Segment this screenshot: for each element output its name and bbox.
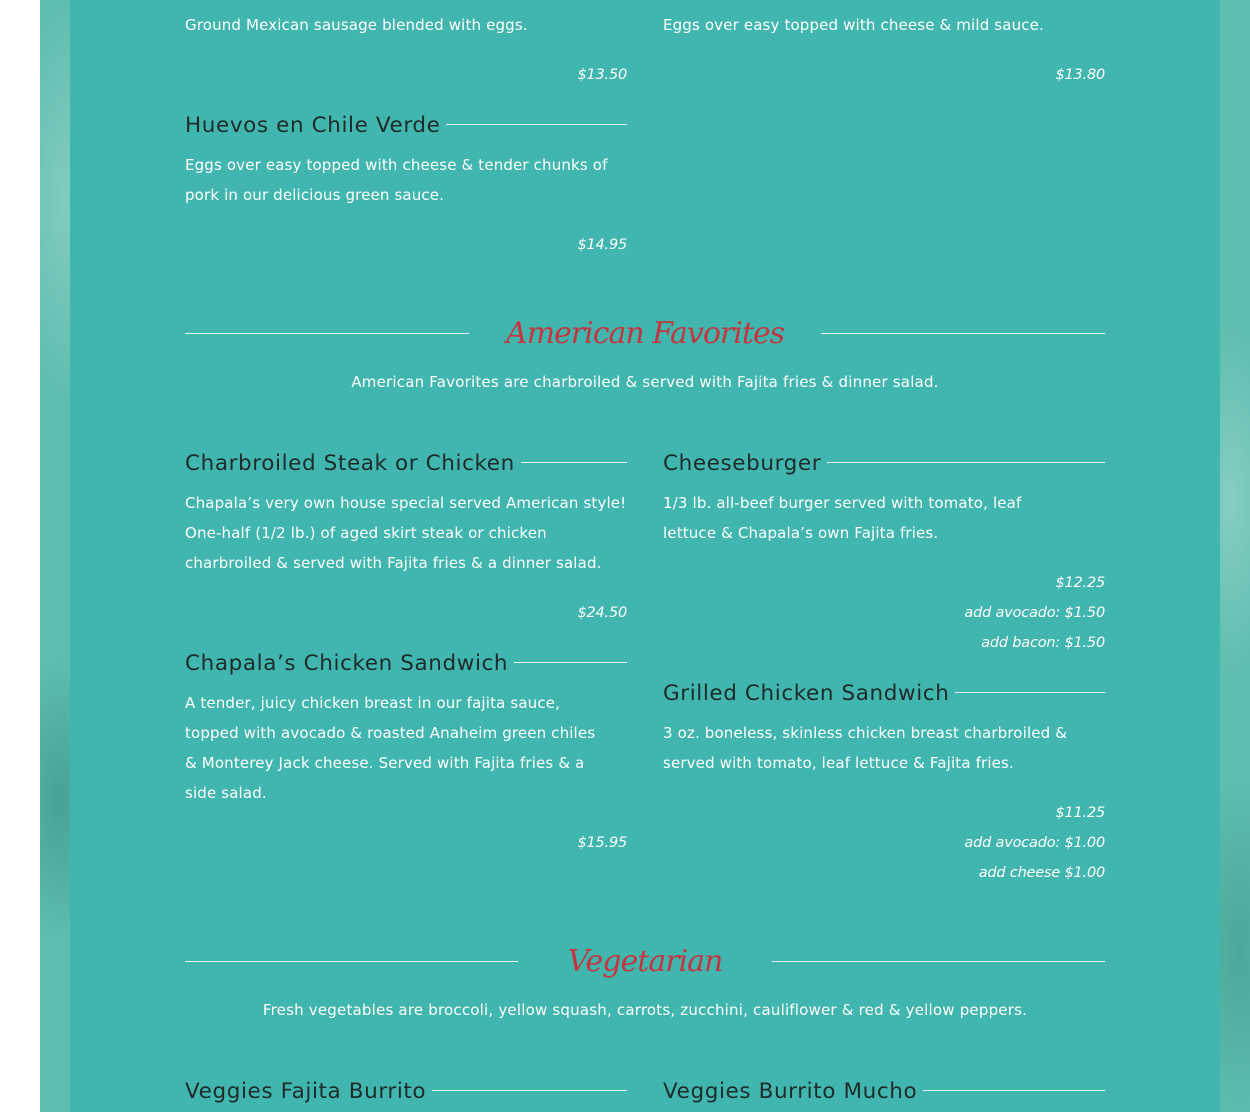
item-title-row — [185, 109, 627, 141]
menu-item-cheeseburger — [663, 447, 1105, 658]
section-header-vegetarian — [185, 944, 1105, 984]
item-addon: add avocado: $1.00 — [964, 835, 1105, 851]
item-title: Grilled Chicken Sandwich — [663, 680, 950, 706]
item-title-row — [663, 447, 1105, 479]
section-subtitle: American Favorites are charbroiled & served with Fajita fries & dinner salad. — [351, 373, 939, 391]
item-description: 1/3 lb. all-beef burger served with tomato, leaf lettuce & Chapala’s own Fajita fries. — [663, 494, 1022, 542]
item-title-row — [663, 677, 1105, 709]
title-divider — [446, 124, 627, 125]
section-header-american-favorites — [185, 316, 1105, 356]
menu-item-veggies-burrito-mucho — [663, 1075, 1105, 1107]
item-title: Veggies Burrito Mucho — [663, 1078, 918, 1104]
item-addon: add avocado: $1.50 — [964, 605, 1105, 621]
section-heading: Vegetarian — [567, 944, 723, 979]
section-heading: American Favorites — [505, 316, 785, 351]
item-title: Huevos en Chile Verde — [185, 112, 441, 138]
item-description: 3 oz. boneless, skinless chicken breast charbroiled & served with tomato, leaf lettuce & Fajita fries. — [663, 724, 1068, 772]
item-title: Cheeseburger — [663, 450, 822, 476]
menu-item-eggs-mild-sauce — [663, 10, 1105, 90]
item-description: Ground Mexican sausage blended with eggs. — [185, 16, 528, 34]
item-description: Eggs over easy topped with cheese & mild sauce. — [663, 16, 1044, 34]
item-price: $24.50 — [577, 605, 627, 621]
item-price: $13.80 — [1055, 67, 1105, 83]
item-title-row — [185, 647, 627, 679]
menu-item-huevos-chile-verde — [185, 109, 627, 260]
title-divider — [955, 692, 1105, 693]
item-title-row — [663, 1075, 1105, 1107]
item-description: A tender, juicy chicken breast in our fajita sauce, topped with avocado & roasted Anaheim green chiles & Monterey Jack cheese. Served with Fajita fries & a side salad. — [185, 694, 596, 802]
item-description: Chapala’s very own house special served American style! One-half (1/2 lb.) of aged skirt steak or chicken charbroiled & served with Fajita fries & a dinner salad. — [185, 494, 627, 572]
item-price: $15.95 — [577, 835, 627, 851]
item-title-row — [185, 447, 627, 479]
item-title: Veggies Fajita Burrito — [185, 1078, 427, 1104]
title-divider — [432, 1090, 627, 1091]
menu-item-charbroiled-steak — [185, 447, 627, 628]
title-divider — [521, 462, 627, 463]
item-description: Eggs over easy topped with cheese & tender chunks of pork in our delicious green sauce. — [185, 156, 608, 204]
item-title-row — [185, 1075, 627, 1107]
item-title: Chapala’s Chicken Sandwich — [185, 650, 509, 676]
item-addon: add cheese $1.00 — [978, 865, 1105, 881]
item-price: $14.95 — [577, 237, 627, 253]
item-price: $12.25 — [1055, 575, 1105, 591]
menu-item-grilled-chicken-sandwich — [663, 677, 1105, 888]
menu-item-chapala-chicken-sandwich — [185, 647, 627, 858]
title-divider — [514, 662, 627, 663]
title-divider — [827, 462, 1105, 463]
item-price: $11.25 — [1055, 805, 1105, 821]
menu-item-veggies-fajita-burrito — [185, 1075, 627, 1107]
item-price: $13.50 — [577, 67, 627, 83]
item-addon: add bacon: $1.50 — [981, 635, 1105, 651]
section-subtitle: Fresh vegetables are broccoli, yellow squash, carrots, zucchini, cauliflower & red & yellow peppers. — [262, 1001, 1028, 1019]
menu-item-sausage-eggs — [185, 10, 627, 90]
title-divider — [923, 1090, 1105, 1091]
item-title: Charbroiled Steak or Chicken — [185, 450, 515, 476]
